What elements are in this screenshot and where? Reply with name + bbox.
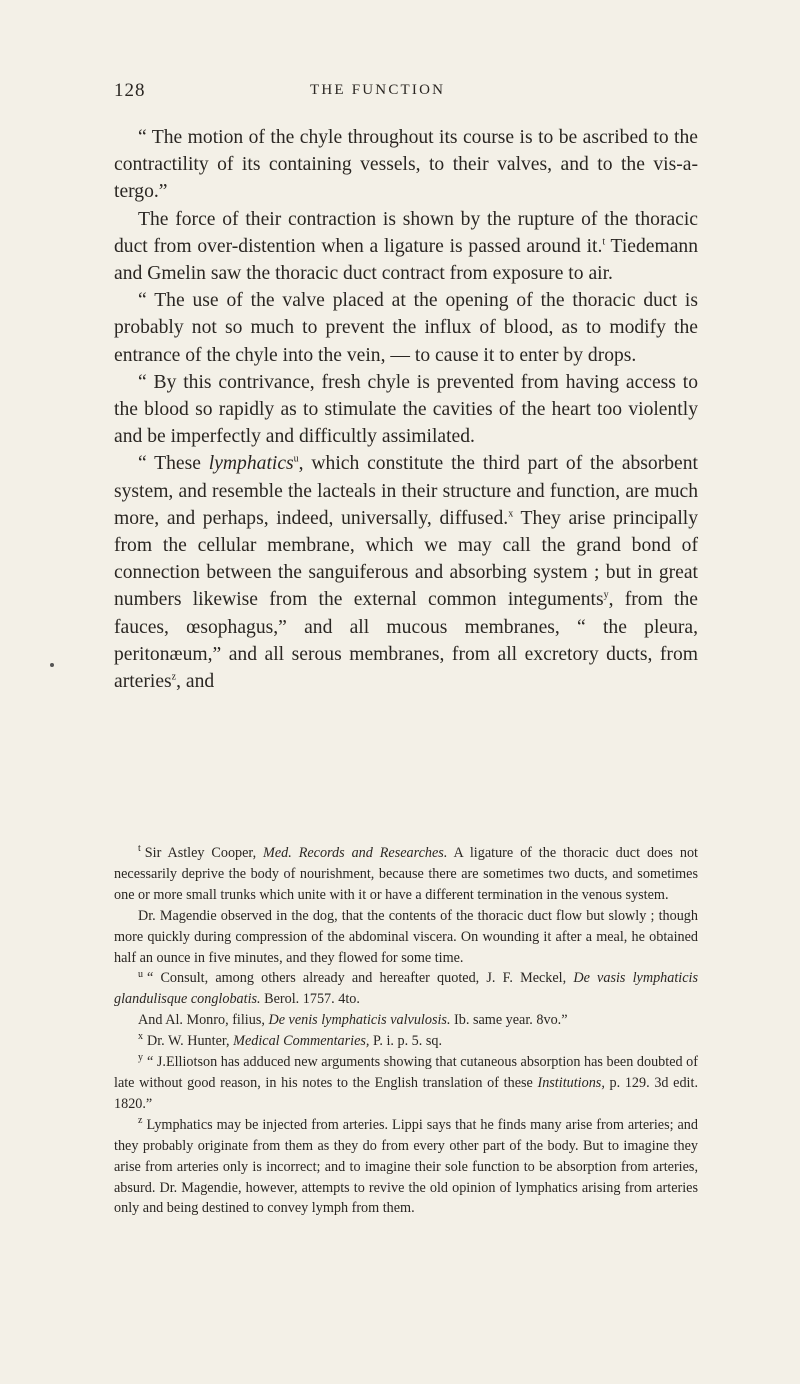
footnote-ref-x: x [508, 508, 514, 520]
footnote-t: $^t$ Sir Astley Cooper, Med. Records and Researches. A ligature of the thoracic duct does not necessarily deprive the body of nourishment, because there are sometimes two ducts, and sometimes one or more small trunks which unite with it or have a different termination in the venous system. [114, 843, 698, 903]
main-text [114, 124, 698, 695]
cited-title: Medical Commentaries, [233, 1033, 370, 1050]
paragraph-motion-of-chyle: “ The motion of the chyle throughout its course is to be ascribed to the contractility of its containing vessels, to their valves, and to the vis-a-tergo.” [114, 127, 698, 203]
footnotes [114, 843, 698, 1219]
footnote-z-mark: z [138, 1115, 143, 1127]
paragraph-contrivance: “ By this contrivance, fresh chyle is prevented from having access to the blood so rapidly as to stimulate the cavities of the heart too violently and be imperfectly and difficultly assimilated. [114, 371, 698, 448]
footnote-u-mark: u [138, 968, 143, 980]
footnote-y-mark: y [138, 1052, 143, 1064]
cited-title: Med. Records and Researches. [263, 845, 448, 861]
footnote-t-mark: t [138, 843, 141, 855]
page-number: 128 [114, 80, 146, 101]
cited-title: Institutions, [537, 1074, 605, 1091]
footnote-ref-u: u [293, 453, 299, 465]
footnote-x: $^x$ Dr. W. Hunter, Medical Commentaries, P. i. p. 5. sq. [138, 1031, 443, 1050]
cited-title: De vasis lymphaticis glandulisque conglobatis. [114, 970, 699, 1008]
paragraph-valve-use: “ The use of the valve placed at the opening of the thoracic duct is probably not so much to prevent the influx of blood, as to modify the entrance of the chyle into the vein, — to cause it to enter by drops. [114, 290, 698, 366]
footnote-t-continued: Dr. Magendie observed in the dog, that the contents of the thoracic duct flow but slowly ; though more quickly during compression of the abdominal viscera. On wounding it after a meal, he obtained half an ounce in five minutes, and they flowed for some time. [114, 907, 698, 966]
footnote-y: $^y$ “ J.Elliotson has adduced new arguments showing that cutaneous absorption has been doubted of late without good reason, in his notes to the English translation of these Institutions, p. 129. 3d edit. 1820.” [114, 1052, 698, 1112]
paragraph-lymphatics: “ These lymphatics$^u$, which constitute the third part of the absorbent system, and resemble the lacteals in their structure and function, are much more, and perhaps, indeed, universally, diffused.$^x$ They arise principally from the cellular membrane, which we may call the grand bond of connection between the sanguiferous and absorbing system ; but in great numbers likewise from the external common integuments$^y$, from the fauces, œsophagus,” and all mucous membranes, “ the pleura, peritonæum,” and all serous membranes, from all excretory ducts, from arteries$^z$, and [114, 453, 699, 693]
footnote-x-mark: x [138, 1031, 143, 1043]
lymphatics-term: lymphatics [208, 453, 294, 475]
footnote-ref-z: z [171, 671, 177, 683]
footnote-u-continued: And Al. Monro, filius, De venis lymphaticis valvulosis. Ib. same year. 8vo.” [138, 1012, 568, 1029]
page-header [0, 80, 800, 104]
cited-title: De venis lymphaticis valvulosis. [268, 1012, 451, 1029]
footnote-z: $^z$ Lymphatics may be injected from arteries. Lippi says that he finds many arise from arteries; and they probably originate from them as they do from every other part of the body. But to imagine they arise from arteries only is incorrect; and to imagine their sole function to be absorption from arteries, absurd. Dr. Magendie, however, attempts to revive the old opinion of lymphatics arising from arteries only and being destined to convey lymph from them. [114, 1115, 698, 1217]
paragraph-force-of-contraction: The force of their contraction is shown by the rupture of the thoracic duct from over-distention when a ligature is passed around it.$^t$ Tiedemann and Gmelin saw the thoracic duct contract from exposure to air. [114, 208, 698, 285]
footnote-ref-t: t [602, 236, 606, 248]
footnote-ref-y: y [603, 589, 609, 601]
paper-speck [50, 663, 54, 667]
footnote-u: $^u$ “ Consult, among others already and hereafter quoted, J. F. Meckel, De vasis lymphaticis glandulisque conglobatis. Berol. 1757. 4to. [114, 968, 699, 1008]
running-head: THE FUNCTION [310, 82, 446, 98]
